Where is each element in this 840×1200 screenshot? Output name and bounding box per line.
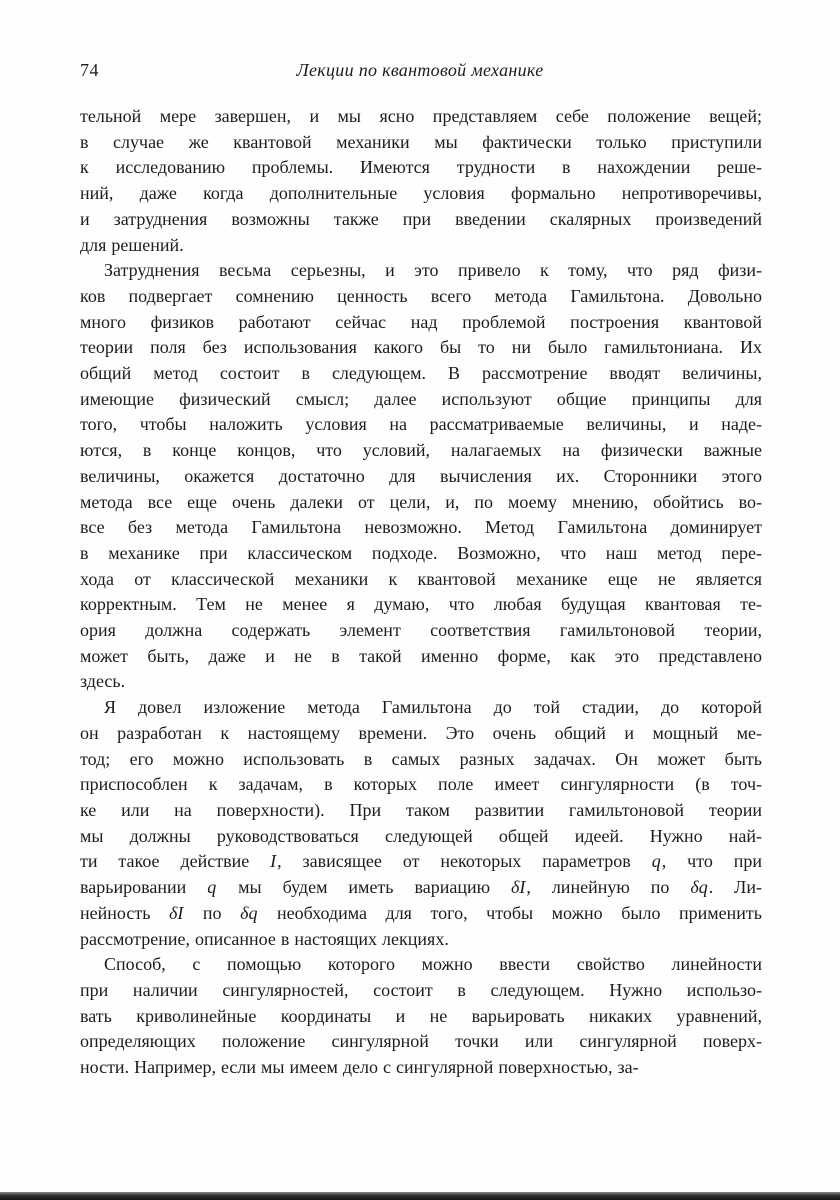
paragraph (80, 104, 762, 258)
text-line: много физиков работают сейчас над проблемой построения квантовой (80, 311, 762, 332)
text-line: корректным. Тем не менее я думаю, что любая будущая квантовая те- (80, 594, 762, 615)
text-line: ний, даже когда дополнительные условия формально непротиворечивы, (80, 183, 762, 204)
text-line: вать криволинейные координаты и не варьировать никаких уравнений, (80, 1005, 762, 1026)
text-line: общий метод состоит в следующем. В рассмотрение вводят величины, (80, 363, 762, 384)
text-line: приспособлен к задачам, в которых поле имеет сингулярности (в точ- (80, 774, 762, 795)
paragraph (80, 695, 762, 952)
text-line: имеющие физический смысл; далее используют общие принципы для (80, 388, 762, 409)
text-line: Затруднения весьма серьезны, и это привело к тому, что ряд физи- (104, 260, 762, 281)
text-line: мы должны руководствоваться следующей общей идеей. Нужно най- (80, 825, 762, 846)
text-line: при наличии сингулярностей, состоит в следующем. Нужно использо- (80, 979, 762, 1000)
text-line: рассмотрение, описанное в настоящих лекциях. (80, 928, 449, 949)
body-text (80, 104, 762, 1081)
text-line: ке или на поверхности). При таком развитии гамильтоновой теории (80, 799, 762, 820)
text-line: ются, в конце концов, что условий, налагаемых на физически важные (80, 440, 762, 461)
text-line: все без метода Гамильтона невозможно. Метод Гамильтона доминирует (80, 517, 762, 538)
text-line: тельной мере завершен, и мы ясно представляем себе положение вещей; (80, 106, 762, 126)
text-line: нейность δI по δq необходима для того, чтобы можно было применить (80, 902, 762, 923)
text-line: тод; его можно использовать в самых разных задачах. Он может быть (80, 748, 762, 769)
text-line: в случае же квантовой механики мы фактически только приступили (80, 131, 762, 152)
text-line: варьировании q мы будем иметь вариацию δI, линейную по δq. Ли- (80, 877, 762, 898)
page-header (80, 60, 760, 86)
text-line: Я довел изложение метода Гамильтона до той стадии, до которой (104, 697, 762, 718)
text-line: в механике при классическом подходе. Возможно, что наш метод пере- (80, 542, 762, 563)
text-line: для решений. (80, 234, 184, 255)
page-edge-shadow (0, 1192, 840, 1200)
text-line: здесь. (80, 671, 126, 692)
text-line: ности. Например, если мы имеем дело с сингулярной поверхностью, за- (80, 1057, 639, 1078)
text-line: метода все еще очень далеки от цели, и, по моему мнению, обойтись во- (80, 491, 762, 512)
text-line: ков подвергает сомнению ценность всего метода Гамильтона. Довольно (80, 285, 762, 306)
text-line: может быть, даже и не в такой именно форме, как это представлено (80, 645, 762, 666)
paragraph (80, 952, 762, 1081)
page-number: 74 (80, 60, 99, 80)
text-line: того, чтобы наложить условия на рассматриваемые величины, и наде- (80, 414, 762, 435)
text-line: хода от классической механики к квантовой механике еще не является (80, 568, 762, 589)
text-line: величины, окажется достаточно для вычисления их. Сторонники этого (80, 465, 762, 486)
text-line: к исследованию проблемы. Имеются трудности в нахождении реше- (80, 157, 762, 178)
text-line: ория должна содержать элемент соответствия гамильтоновой теории, (80, 620, 762, 641)
text-line: и затруднения возможны также при введении скалярных произведений (80, 208, 762, 229)
text-line: Способ, с помощью которого можно ввести свойство линейности (104, 954, 762, 975)
text-line: он разработан к настоящему времени. Это очень общий и мощный ме- (80, 722, 762, 743)
text-line: определяющих положение сингулярной точки или сингулярной поверх- (80, 1031, 762, 1052)
running-head: Лекции по квантовой механике (296, 60, 544, 80)
text-line: ти такое действие I, зависящее от некоторых параметров q, что при (80, 851, 763, 872)
text-line: теории поля без использования какого бы то ни было гамильтониана. Их (80, 337, 762, 358)
paragraph (80, 258, 762, 695)
